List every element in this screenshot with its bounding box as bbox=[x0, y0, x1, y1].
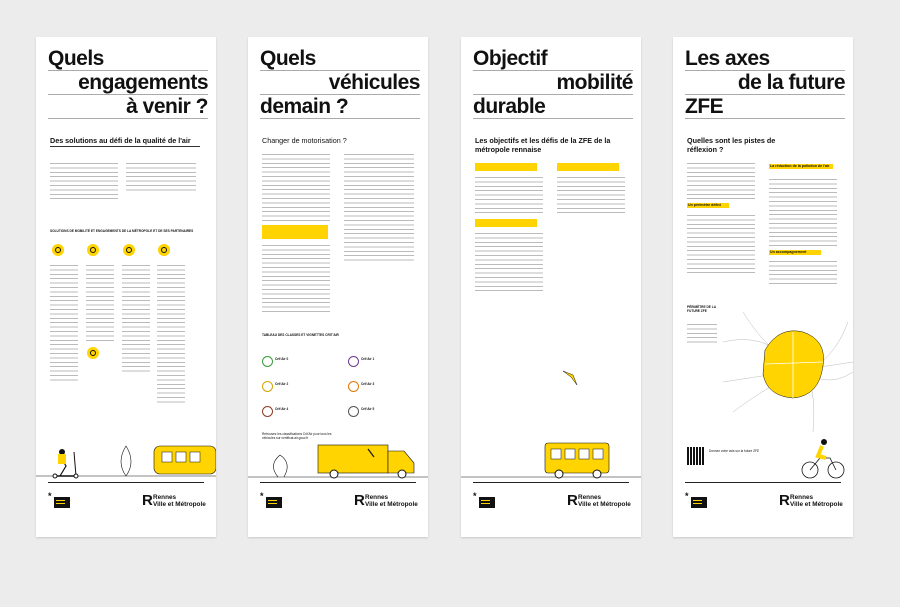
title-line-2: de la future bbox=[685, 71, 845, 95]
map-heading: PÉRIMÈTRE DE LA FUTURE ZFE bbox=[687, 305, 716, 313]
title-line-1: Objectif bbox=[473, 47, 633, 71]
rennes-logo: R Rennes Ville et Métropole bbox=[779, 492, 843, 509]
title-line-2: mobilité bbox=[473, 71, 633, 95]
body-text-block bbox=[769, 177, 837, 249]
qr-caption: Donnez votre avis sur la future ZFE bbox=[709, 449, 760, 453]
body-text-block bbox=[687, 161, 755, 201]
engagement-icon bbox=[87, 244, 99, 256]
map-legend bbox=[687, 322, 717, 346]
poster-subtitle: Des solutions au défi de la qualité de l'air bbox=[50, 136, 200, 147]
footer-rule bbox=[260, 482, 416, 483]
poster-vehicules bbox=[248, 37, 428, 537]
engagement-text bbox=[86, 263, 114, 343]
critair-footnote: Retrouvez les classifications Crit'Air pour tous les véhicules sur certificat-air.gouv.fr bbox=[262, 432, 332, 440]
title-line-3: demain ? bbox=[260, 95, 420, 119]
poster-engagements bbox=[36, 37, 216, 537]
critair-2-badge bbox=[262, 381, 273, 392]
vignette-heading: TABLEAU DES CLASSES ET VIGNETTES CRIT'AIR bbox=[262, 333, 339, 337]
critair-1-badge bbox=[348, 356, 359, 367]
body-text-block bbox=[557, 175, 625, 213]
list-heading: SOLUTIONS DE MOBILITÉ ET ENGAGEMENTS DE LA MÉTROPOLE ET DE SES PARTENAIRES bbox=[50, 229, 194, 233]
engagement-icon bbox=[52, 244, 64, 256]
qr-code[interactable] bbox=[687, 447, 705, 465]
bus-illustration bbox=[461, 437, 641, 482]
label-logo: * bbox=[48, 492, 72, 510]
critair-4-badge bbox=[262, 406, 273, 417]
label-logo: * bbox=[685, 492, 709, 510]
critair-0-badge bbox=[262, 356, 273, 367]
title-line-3: à venir ? bbox=[48, 95, 208, 119]
highlight-box bbox=[475, 163, 537, 171]
title-line-3: ZFE bbox=[685, 95, 845, 119]
footer-rule bbox=[48, 482, 204, 483]
critair-1-label: Crit'Air 1 bbox=[361, 357, 375, 361]
critair-5-badge bbox=[348, 406, 359, 417]
highlight-box bbox=[475, 219, 537, 227]
highlight-pollution: La réduction de la pollution de l'air bbox=[769, 164, 833, 169]
engagement-text bbox=[122, 263, 150, 373]
footer-rule bbox=[685, 482, 841, 483]
title-line-2: engagements bbox=[48, 71, 208, 95]
title-line-3: durable bbox=[473, 95, 633, 119]
rennes-logo: R Rennes Ville et Métropole bbox=[354, 492, 418, 509]
van-illustration bbox=[248, 437, 428, 482]
body-text-block bbox=[344, 152, 414, 262]
title-line-2: véhicules bbox=[260, 71, 420, 95]
label-logo: * bbox=[260, 492, 284, 510]
scooter-tram-illustration bbox=[36, 432, 216, 482]
engagement-text bbox=[50, 263, 78, 383]
poster-title bbox=[260, 47, 420, 119]
engagement-icon bbox=[87, 347, 99, 359]
body-text-block bbox=[262, 243, 330, 313]
footer-rule bbox=[473, 482, 629, 483]
body-text-block bbox=[475, 231, 543, 291]
highlight-accompagnement: Un accompagnement bbox=[769, 250, 821, 255]
title-line-1: Les axes bbox=[685, 47, 845, 71]
body-text-block bbox=[50, 161, 118, 201]
highlight-box bbox=[262, 225, 328, 239]
label-logo: * bbox=[473, 492, 497, 510]
body-text-block bbox=[687, 213, 755, 273]
highlight-reduction: Un périmètre défini bbox=[687, 203, 729, 208]
rennes-logo: R Rennes Ville et Métropole bbox=[567, 492, 631, 509]
poster-objectif bbox=[461, 37, 641, 537]
critair-4-label: Crit'Air 4 bbox=[275, 407, 289, 411]
critair-3-badge bbox=[348, 381, 359, 392]
body-text-block bbox=[126, 161, 196, 191]
rennes-logo: R Rennes Ville et Métropole bbox=[142, 492, 206, 509]
boomerang-icon bbox=[561, 367, 581, 387]
critair-2-label: Crit'Air 2 bbox=[275, 382, 289, 386]
highlight-box bbox=[557, 163, 619, 171]
critair-0-label: Crit'Air 0 bbox=[275, 357, 289, 361]
poster-subtitle: Les objectifs et les défis de la ZFE de la métropole rennaise bbox=[475, 136, 611, 154]
critair-5-label: Crit'Air 5 bbox=[361, 407, 375, 411]
body-text-block bbox=[262, 152, 330, 222]
zfe-map bbox=[723, 302, 853, 442]
poster-subtitle: Changer de motorisation ? bbox=[262, 136, 347, 145]
body-text-block bbox=[769, 259, 837, 285]
poster-title bbox=[685, 47, 845, 119]
cyclist-illustration bbox=[798, 432, 848, 482]
poster-subtitle: Quelles sont les pistes de réflexion ? bbox=[687, 136, 776, 154]
poster-title bbox=[473, 47, 633, 119]
poster-axes-zfe bbox=[673, 37, 853, 537]
title-line-1: Quels bbox=[48, 47, 208, 71]
engagement-icon bbox=[123, 244, 135, 256]
critair-3-label: Crit'Air 3 bbox=[361, 382, 375, 386]
engagement-icon bbox=[158, 244, 170, 256]
engagement-text bbox=[157, 263, 185, 403]
poster-title bbox=[48, 47, 208, 119]
title-line-1: Quels bbox=[260, 47, 420, 71]
body-text-block bbox=[475, 175, 543, 213]
